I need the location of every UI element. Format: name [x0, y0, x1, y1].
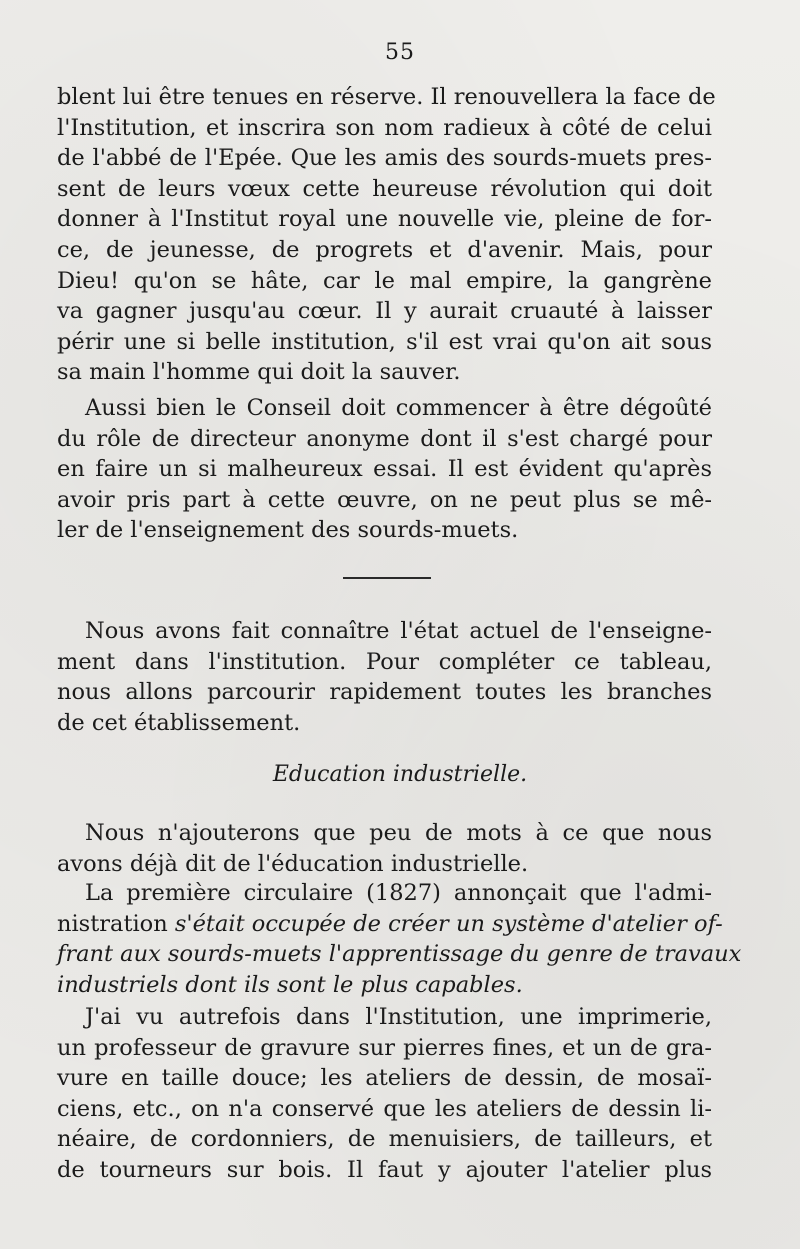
text-line: La première circulaire (1827) annonçait que l'admi- [85, 880, 712, 906]
text-roman: nistration [57, 910, 175, 937]
text-line [57, 970, 712, 1001]
text-line: Dieu! qu'on se hâte, car le mal empire, la gangrène [57, 267, 712, 294]
text-italic: frant aux sourds-muets l'apprentissage du genre de travaux [57, 941, 742, 968]
paragraph-circulaire [57, 878, 742, 1000]
text-italic: s'était occupée de créer un système d'atelier of- [174, 910, 723, 937]
text-line: néaire, de cordonniers, de menuisiers, de tailleurs, et [57, 1126, 712, 1153]
paragraph-education [57, 818, 712, 879]
page-number: 55 [385, 40, 415, 65]
paragraph-conseil [57, 393, 712, 546]
text-line: ciens, etc., on n'a conservé que les ateliers de dessin li- [57, 1095, 712, 1122]
section-divider [343, 577, 431, 579]
text-line: donner à l'Institut royal une nouvelle vie, pleine de for- [57, 206, 712, 233]
text-line: nous allons parcourir rapidement toutes les branches [57, 679, 712, 706]
text-line: de l'abbé de l'Epée. Que les amis des sourds-muets pres- [57, 145, 712, 172]
text-line: de cet établissement. [57, 709, 301, 736]
text-line: vure en taille douce; les ateliers de dessin, de mosaï- [57, 1065, 712, 1092]
paragraph-tableau [57, 616, 712, 738]
text-line: ment dans l'institution. Pour compléter ce tableau, [57, 648, 712, 675]
text-line: périr une si belle institution, s'il est vrai qu'on ait sous [57, 328, 712, 355]
text-line: avoir pris part à cette œuvre, on ne peut plus se mê- [57, 486, 712, 513]
text-line: blent lui être tenues en réserve. Il renouvellera la face de [57, 84, 716, 110]
section-heading: Education industrielle. [272, 762, 528, 787]
text-line: un professeur de gravure sur pierres fines, et un de gra- [57, 1034, 712, 1061]
text-line: Nous n'ajouterons que peu de mots à ce que nous [85, 820, 712, 846]
text-line: J'ai vu autrefois dans l'Institution, une imprimerie, [85, 1004, 712, 1030]
text-line: avons déjà dit de l'éducation industrielle. [57, 850, 529, 877]
text-line: va gagner jusqu'au cœur. Il y aurait cruauté à laisser [57, 298, 712, 325]
text-line: l'Institution, et inscrira son nom radieux à côté de celui [57, 114, 712, 141]
text-line: Nous avons fait connaître l'état actuel de l'enseigne- [85, 618, 712, 644]
text-italic: industriels dont ils sont le plus capables. [57, 971, 523, 998]
text-line: Aussi bien le Conseil doit commencer à être dégoûté [85, 395, 712, 421]
text-line [57, 939, 742, 970]
paragraph-continuation [57, 82, 716, 388]
text-line [57, 909, 723, 940]
text-line: ler de l'enseignement des sourds-muets. [57, 517, 519, 544]
text-line: sent de leurs vœux cette heureuse révolution qui doit [57, 175, 712, 202]
text-line: ce, de jeunesse, de progrets et d'avenir. Mais, pour [57, 236, 712, 263]
paragraph-ateliers [57, 1002, 712, 1186]
text-line: sa main l'homme qui doit la sauver. [57, 359, 461, 386]
text-line: du rôle de directeur anonyme dont il s'est chargé pour [57, 425, 712, 452]
text-line: en faire un si malheureux essai. Il est évident qu'après [57, 456, 712, 483]
text-line: de tourneurs sur bois. Il faut y ajouter l'atelier plus [57, 1156, 712, 1183]
